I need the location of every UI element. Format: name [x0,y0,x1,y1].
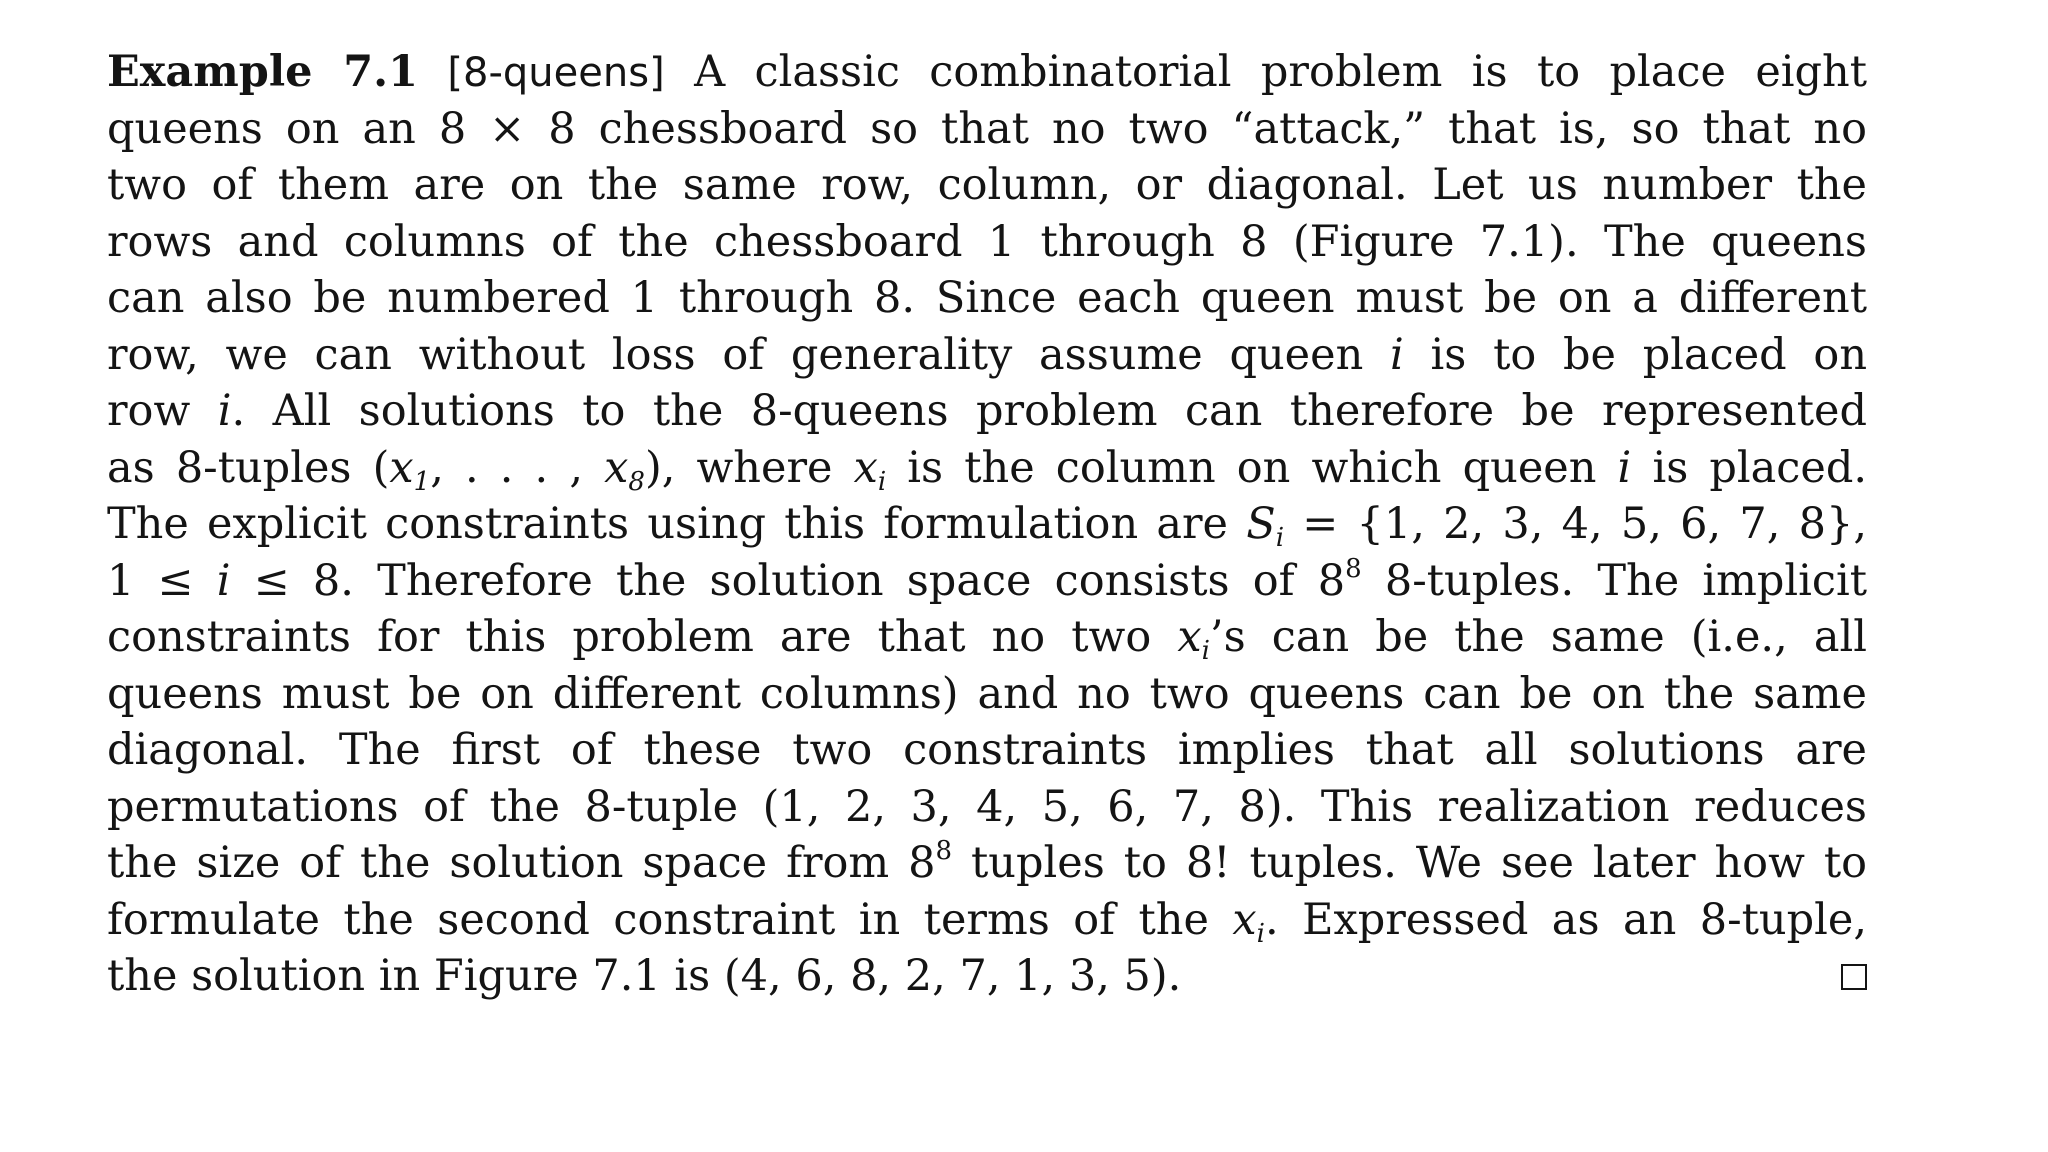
text-line-2: queens on an 8 × 8 chessboard so that no two “attack,” that is, so that no [107,103,1867,154]
math-set: = {1, 2, 3, 4, 5, 6, 7, 8}, [1302,499,1868,549]
text-segment: the solution in Figure 7.1 is (4, 6, 8, 2, 7, 1, 3, 5). [107,951,1182,1001]
math-variable: i [217,386,232,436]
text-segment: is placed. [1652,442,1868,493]
math-variable: S [1246,499,1276,549]
text-line-8 [107,440,1867,497]
text-segment: ’s can be the same (i.e., all [1209,612,1867,662]
math-exponent: 8 [1345,553,1362,584]
math-variable: i [1617,442,1632,493]
math-subscript: i [1256,918,1265,949]
text-line-1 [107,44,1867,101]
text-line-16 [107,892,1867,949]
text-line-13: diagonal. The first of these two constraints implies that all solutions are [107,725,1867,775]
text-line-11 [107,609,1867,666]
text-line-12: queens must be on different columns) and no two queens can be on the same [107,668,1867,719]
text-segment: , . . . , [430,442,583,493]
text-segment: is the column on which queen [907,442,1597,493]
text-segment: formulate the second constraint in terms of the [107,894,1209,945]
math-variable: x [604,442,629,493]
text-line-5: can also be numbered 1 through 8. Since each queen must be on a different [107,273,1867,323]
text-segment: ), where [644,442,833,493]
text-segment: is to be placed on [1430,329,1868,380]
text-line-6 [107,327,1867,384]
math-variable: x [389,442,414,493]
math-variable: x [853,442,878,493]
math-variable: i [216,555,231,606]
math-variable: x [1232,894,1257,945]
text-line-10 [107,553,1867,610]
math-exponent: 8 [935,836,953,866]
example-paragraph [107,44,1867,1005]
math-subscript: i [1201,636,1210,666]
example-label: Example 7.1 [107,47,419,97]
text-line-7 [107,383,1867,440]
text-line-17 [107,948,1867,1005]
text-segment: row, we can without loss of generality assume queen [107,329,1364,380]
text-line-3: two of them are on the same row, column, or diagonal. Let us number the [107,160,1867,210]
text-line-15 [107,835,1867,892]
text-segment: . All solutions to the 8-queens problem can therefore be represented [231,386,1868,436]
text-segment: . Expressed as an 8-tuple, [1264,894,1867,945]
text-segment: 1 ≤ [107,555,194,606]
math-subscript: 8 [628,466,645,497]
math-subscript: i [1275,523,1285,553]
text-segment: constraints for this problem are that no two [107,612,1152,662]
text-segment: the size of the solution space from 8 [107,838,936,888]
example-tag: [8-queens] [447,50,665,96]
qed-square-icon [1841,964,1867,990]
text-segment: ≤ 8. Therefore the solution space consists of 8 [253,555,1346,606]
text-segment: tuples to 8! tuples. We see later how to [971,838,1868,888]
text-segment: row [107,386,191,436]
math-variable: x [1177,612,1202,662]
text-segment: 8-tuples. The implicit [1384,555,1868,606]
text-line-14: permutations of the 8-tuple (1, 2, 3, 4, 5, 6, 7, 8). This realization reduces [107,781,1867,832]
text-line-4: rows and columns of the chessboard 1 through 8 (Figure 7.1). The queens [107,216,1867,267]
text-segment: as 8-tuples ( [107,442,390,493]
document-page [107,44,1867,1005]
math-variable: i [1390,329,1404,380]
math-subscript: 1 [413,466,431,497]
math-subscript: i [877,466,887,497]
text-line-9 [107,496,1867,553]
text-segment: A classic combinatorial problem is to place eight [694,47,1868,97]
text-segment: The explicit constraints using this formulation are [107,499,1228,549]
